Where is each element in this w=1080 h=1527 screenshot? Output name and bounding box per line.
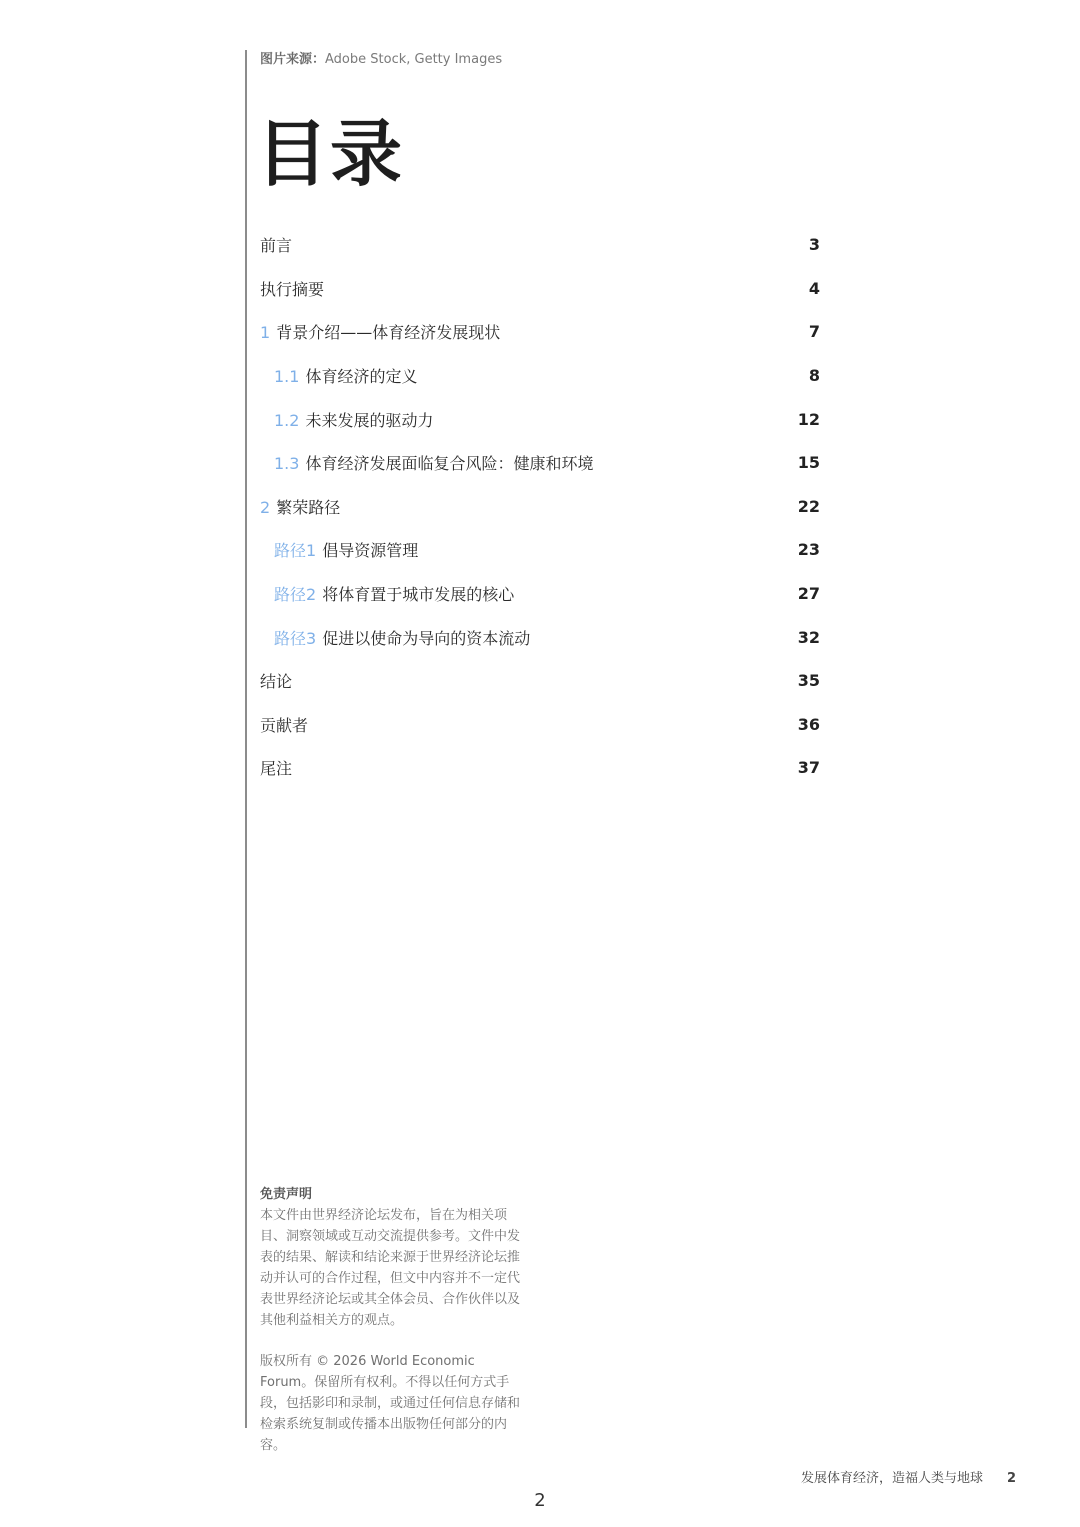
toc-entry-page: 23 (797, 540, 820, 560)
toc-entry-page: 7 (808, 322, 820, 342)
toc-entry-label: 尾注 (260, 759, 293, 779)
vertical-rule (245, 50, 247, 1428)
toc-entry-label: 体育经济发展面临复合风险：健康和环境 (305, 454, 594, 474)
toc-entry-title (274, 364, 417, 387)
toc-entry-label: 背景介绍——体育经济发展现状 (276, 323, 501, 343)
disclaimer-heading: 免责声明 (260, 1187, 313, 1202)
toc-entry-label: 将体育置于城市发展的核心 (322, 585, 515, 605)
toc-entry[interactable] (260, 441, 820, 485)
toc-entry-page: 8 (808, 366, 820, 386)
toc-entry-title (260, 233, 292, 256)
footer-title: 发展体育经济，造福人类与地球 (800, 1471, 983, 1486)
toc-entry-number: 2 (260, 497, 271, 517)
toc-entry-page: 12 (797, 409, 820, 429)
toc-entry-page: 32 (797, 627, 820, 647)
toc-entry-label: 促进以使命为导向的资本流动 (322, 628, 531, 648)
toc-entry[interactable] (260, 703, 820, 747)
toc-entry-title (274, 626, 530, 649)
toc-entry-page: 4 (808, 278, 820, 298)
footer-page-number: 2 (1006, 1471, 1016, 1486)
toc-entry-number: 1.1 (274, 367, 300, 387)
toc-entry[interactable] (260, 223, 820, 267)
image-credit (260, 48, 502, 67)
toc-entry-label: 前言 (260, 236, 293, 256)
toc-entry-title (274, 582, 514, 605)
toc-entry-page: 27 (797, 584, 820, 604)
toc-entry[interactable] (260, 354, 820, 398)
toc-entry-number: 1.2 (274, 410, 300, 430)
toc-entry-label: 执行摘要 (260, 279, 325, 299)
image-credit-text: Adobe Stock, Getty Images (325, 52, 503, 67)
table-of-contents (260, 223, 820, 790)
toc-entry[interactable] (260, 659, 820, 703)
copyright-notice: 版权所有 © 2026 World Economic Forum。保留所有权利。不得以任何方式手段，包括影印和录制，或通过任何信息存储和检索系统复制或传播本出版物任何部分的内容。 (260, 1354, 521, 1453)
toc-entry[interactable] (260, 615, 820, 659)
toc-entry-label: 体育经济的定义 (305, 367, 418, 387)
toc-entry[interactable] (260, 528, 820, 572)
toc-entry-title (260, 669, 292, 692)
toc-entry-label: 繁荣路径 (276, 497, 341, 517)
toc-entry-label: 贡献者 (260, 715, 309, 735)
disclaimer (260, 1184, 532, 1331)
page-title: 目录 (256, 112, 405, 196)
toc-entry[interactable] (260, 485, 820, 529)
toc-entry-page: 37 (797, 758, 820, 778)
toc-entry-title (260, 320, 500, 343)
toc-entry-page: 35 (797, 671, 820, 691)
page-number: 2 (534, 1490, 546, 1511)
toc-entry-page: 22 (797, 496, 820, 516)
toc-entry-label: 倡导资源管理 (322, 541, 419, 561)
toc-entry[interactable] (260, 310, 820, 354)
toc-entry-title (260, 713, 308, 736)
toc-entry-page: 36 (797, 714, 820, 734)
toc-entry[interactable] (260, 572, 820, 616)
toc-entry-title (274, 408, 433, 431)
toc-entry-title (260, 756, 292, 779)
toc-entry-title (274, 451, 593, 474)
toc-entry-title (260, 277, 324, 300)
toc-entry-number: 路径3 (274, 628, 317, 648)
image-credit-label: 图片来源： (260, 52, 326, 67)
toc-entry-page: 3 (808, 235, 820, 255)
toc-entry-label: 结论 (260, 672, 293, 692)
toc-entry-page: 15 (797, 453, 820, 473)
toc-entry-number: 路径1 (274, 541, 317, 561)
toc-entry-number: 1 (260, 323, 271, 343)
toc-entry[interactable] (260, 746, 820, 790)
toc-entry-title (260, 495, 340, 518)
running-footer (801, 1467, 1016, 1486)
toc-entry-number: 路径2 (274, 585, 317, 605)
toc-entry[interactable] (260, 267, 820, 311)
toc-entry-number: 1.3 (274, 454, 300, 474)
disclaimer-text: 本文件由世界经济论坛发布，旨在为相关项目、洞察领域或互动交流提供参考。文件中发表的结果、解读和结论来源于世界经济论坛推动并认可的合作过程，但文中内容并不一定代表世界经济论坛或其全体会员、合作伙伴以及其他利益相关方的观点。 (260, 1208, 521, 1328)
toc-entry-label: 未来发展的驱动力 (305, 410, 434, 430)
toc-entry-title (274, 538, 418, 561)
toc-entry[interactable] (260, 397, 820, 441)
